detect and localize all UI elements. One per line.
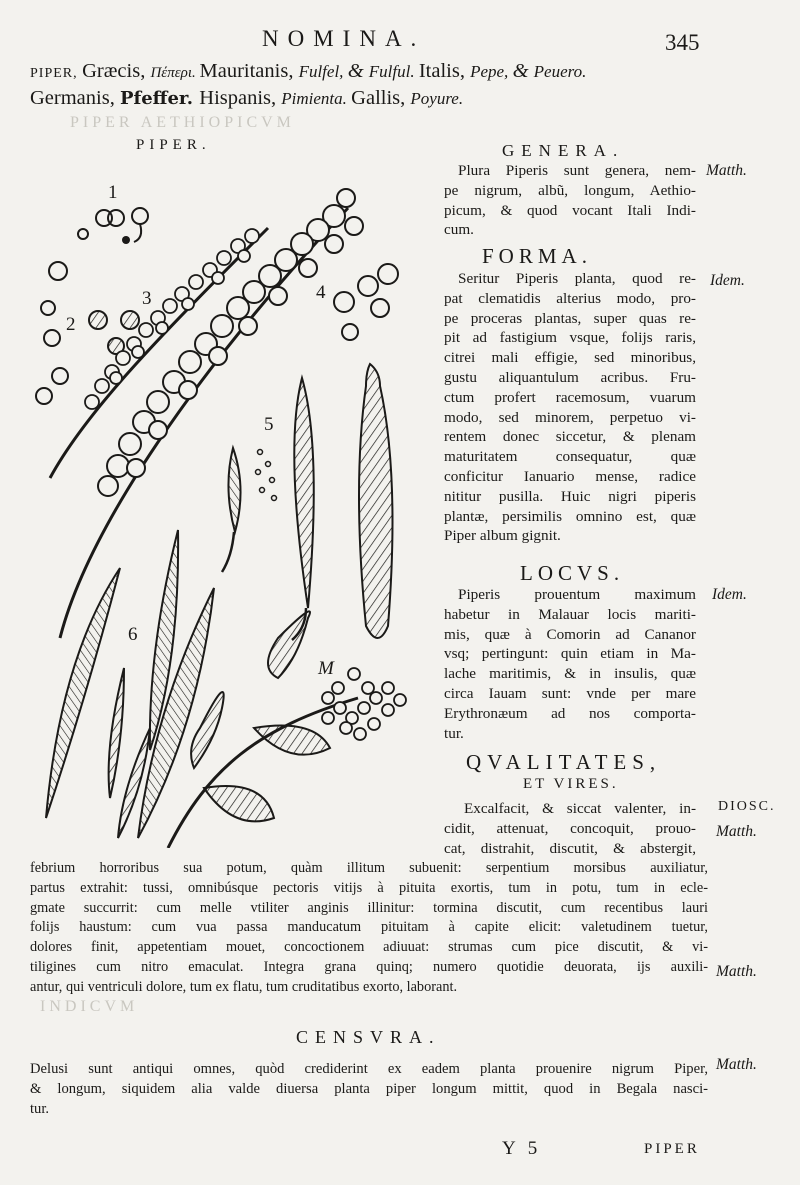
text-line: dolores finit, appetentiam mouet, concoctionem adiuuat: strumas cum pice discutit, & vi- [30, 939, 708, 956]
text-line: cum. [444, 221, 474, 239]
text-line: Seritur Piperis planta, quod re- [458, 270, 696, 287]
nomina-greek: Πέπερι. [150, 65, 200, 81]
text-line: mis, quæ à Comorin ad Cananor [444, 625, 696, 643]
margin-note: Matth. [716, 963, 757, 980]
nomina-text: Germanis, [30, 87, 120, 109]
show-through-text: PIPER AETHIOPICVM [70, 114, 295, 131]
nomina-name: Peuero. [533, 62, 587, 81]
nomina-text: & [512, 60, 534, 82]
text-line: Excalfacit, & siccat valenter, in- [464, 800, 696, 817]
text-line: febrium horroribus sua potum, quàm illitum subuenit: serpentium morsibus auxiliatur, [30, 860, 708, 876]
margin-note: DIOSC. [718, 799, 776, 814]
text-line: ctum profert racemosum, vuarum [444, 388, 696, 406]
text-line: folijs haustum: cum vua passa manducatum pituitam à capite elicit: valetudinem tuetur, [30, 919, 708, 936]
heading-qualitates: QVALITATES, [466, 750, 662, 774]
text-line: Piper album gignit. [444, 527, 561, 545]
text-line: pat clematidis alterius modo, pro- [444, 289, 696, 307]
text-line: modo, sed minorem, perpetuo vi- [444, 408, 696, 426]
figure-caption: PIPER. [136, 137, 211, 153]
text-line: conficitur Ianuario mense, radice [444, 467, 696, 485]
nomina-text: Italis, [418, 60, 471, 82]
figure-5-long-pepper [222, 364, 393, 640]
heading-genera: GENERA. [502, 141, 625, 160]
nomina-name: Poyure. [410, 89, 464, 108]
figure-label-1: 1 [108, 182, 118, 203]
text-line: Plura Piperis sunt genera, nem- [458, 162, 696, 179]
show-through-text-bottom: INDICVM [40, 998, 139, 1015]
qualitates-col-text [444, 799, 696, 858]
signature-mark: Y 5 [502, 1138, 542, 1159]
nomina-line-1 [30, 60, 586, 83]
margin-note: Matth. [716, 1056, 757, 1073]
margin-note: Idem. [710, 272, 745, 289]
figure-1-berries [78, 208, 148, 244]
text-line: Piperis prouentum maximum [458, 586, 696, 603]
margin-note: Matth. [706, 162, 747, 179]
text-line: & longum, siquidem alia valde diuersa planta piper longum mittit, quod in Begala nasci- [30, 1080, 708, 1097]
figure-label-2: 2 [66, 314, 76, 335]
text-line: circa Iauam sunt: vnde per mare [444, 684, 696, 702]
running-head-title: NOMINA. [262, 26, 426, 51]
text-line: nititur pusilla. Huic nigri piperis [444, 487, 696, 505]
heading-censura: CENSVRA. [296, 1027, 441, 1047]
nomina-text: Gallis, [351, 87, 411, 109]
text-line: tur. [30, 1100, 50, 1117]
text-line: tiligines cum nitro emaculat. Integra grana quinq; numero quotidie deuorata, ijs auxili- [30, 958, 708, 975]
heading-locus: LOCVS. [520, 561, 625, 585]
censura-text [30, 1060, 708, 1119]
text-line: partus extrahit: tussi, omnibúsque pectoris vitijs à pituita exortis, tum in potu, tum in ecle- [30, 879, 708, 896]
nomina-name: Pepe, [470, 62, 513, 81]
text-line: gmate succurrit: cum melle vtiliter anginis illinitur: tormina discutit, cum recentibus lauri [30, 899, 708, 916]
text-line: picum, & quod vocant Itali Indi- [444, 201, 696, 219]
text-line: Delusi sunt antiqui omnes, quòd crediderint ex eadem planta prouenire nigrum Piper, [30, 1061, 708, 1077]
text-line: pe proceras plantas, super quas re- [444, 309, 696, 327]
nomina-term: PIPER, [30, 66, 83, 81]
pepper-plant-woodcut [28, 168, 440, 848]
heading-forma: FORMA. [482, 244, 592, 268]
nomina-text: Græcis, [82, 60, 151, 82]
text-line: rentem donec siccetur, & plenam [444, 428, 696, 446]
figure-label-3: 3 [142, 288, 152, 309]
qualitates-full-text [30, 859, 708, 998]
text-line: vsq; pertingunt: quin etiam in Ma- [444, 645, 696, 663]
text-line: lache maritimis, & in insulis, quæ [444, 665, 696, 683]
margin-note: Matth. [716, 823, 757, 840]
figure-label-5: 5 [264, 414, 274, 435]
nomina-name: Fulful. [368, 62, 419, 81]
page-number: 345 [665, 30, 700, 55]
nomina-line-2 [30, 87, 463, 110]
nomina-name: Pfeffer. [119, 88, 200, 109]
nomina-name: Fulfel, [298, 62, 348, 81]
nomina-text: Hispanis, [199, 87, 282, 109]
text-line: pit ad fastigium vsque, folijs raris, [444, 329, 696, 347]
text-line: cidit, attenuat, concoquit, prouo- [444, 819, 696, 837]
figure-6-leaves [46, 530, 214, 838]
text-line: plantæ, persimilis omnino est, quæ [444, 507, 696, 525]
text-line: citrei mali effigie, sed minoribus, [444, 349, 696, 367]
locus-text [444, 585, 696, 743]
text-line: cat, distrahit, discutit, & abstergit, [444, 839, 696, 857]
forma-text [444, 269, 696, 546]
nomina-text: & [347, 60, 369, 82]
figure-label-4: 4 [316, 282, 326, 303]
text-line: Erythronæum ad nos comporta- [444, 704, 696, 722]
figure-label-6: 6 [128, 624, 138, 645]
figure-2-berries [36, 262, 139, 404]
subheading-vires: ET VIRES. [523, 776, 619, 792]
catchword: PIPER [644, 1141, 700, 1157]
text-line: habetur in Malauar locis mariti- [444, 605, 696, 623]
margin-note: Idem. [712, 586, 747, 603]
text-line: antur, qui ventriculi dolore, tum ex flatu, tum cruditatibus exorto, laborant. [30, 978, 458, 995]
nomina-name: Pimienta. [281, 89, 352, 108]
text-line: gustu aliquantulum acribus. Fru- [444, 368, 696, 386]
figure-label-m: M [318, 658, 334, 679]
genera-text [444, 161, 696, 240]
text-line: tur. [444, 724, 464, 742]
nomina-text: Mauritanis, [199, 60, 299, 82]
text-line: maturitatem consequatur, quæ [444, 448, 696, 466]
text-line: pe nigrum, albũ, longum, Aethio- [444, 181, 696, 199]
